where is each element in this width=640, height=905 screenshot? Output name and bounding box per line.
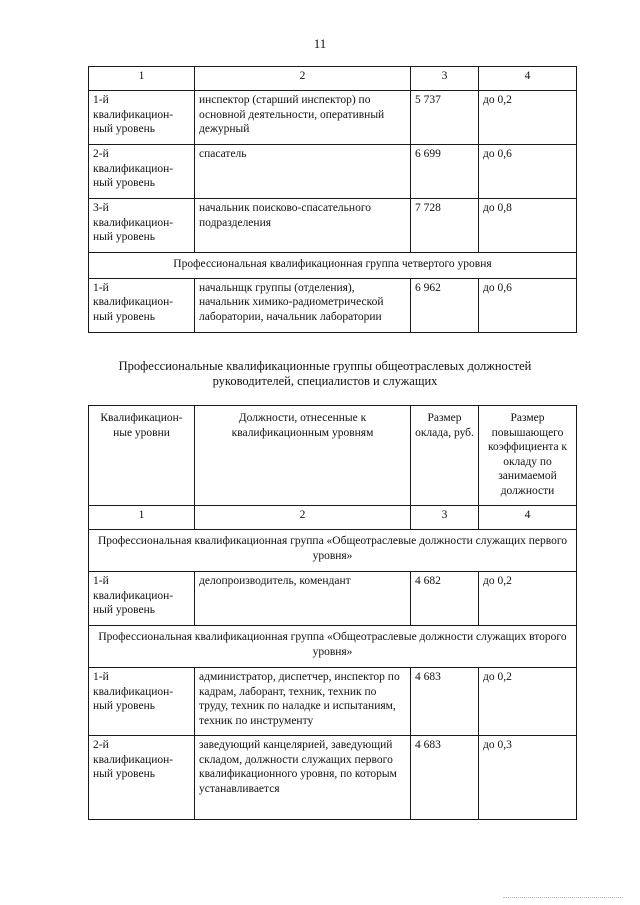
level-cell: 1-й квалификацион-ный уровень <box>89 668 195 736</box>
position-cell: спасатель <box>195 145 411 199</box>
col-number-1: 1 <box>89 506 195 530</box>
group-row <box>89 253 577 279</box>
column-number-row <box>89 67 577 91</box>
position-cell: делопроизводитель, комендант <box>195 572 411 626</box>
header-salary: Размер оклада, руб. <box>411 406 479 506</box>
group-row <box>89 530 577 572</box>
group-title: Профессиональная квалификационная группа «Общеотраслевые должности служащих первого уровня» <box>89 530 577 572</box>
col-number-4: 4 <box>479 506 577 530</box>
coef-cell: до 0,3 <box>479 736 577 820</box>
position-cell: заведующий канцелярией, заведующий складом, должности служащих первого квалификационного уровня, по которым устанавливается <box>195 736 411 820</box>
page-number: 11 <box>313 36 327 51</box>
coef-cell: до 0,2 <box>479 91 577 145</box>
qualification-table-1 <box>88 66 577 333</box>
level-cell: 3-й квалификацион-ный уровень <box>89 199 195 253</box>
table-row <box>89 278 577 332</box>
header-level: Квалификацион-ные уровни <box>89 406 195 506</box>
level-cell: 1-й квалификацион-ный уровень <box>89 91 195 145</box>
qualification-table-2 <box>88 405 577 820</box>
level-cell: 2-й квалификацион-ный уровень <box>89 145 195 199</box>
position-cell: инспектор (старший инспектор) по основной деятельности, оперативный дежурный <box>195 91 411 145</box>
group-title: Профессиональная квалификационная группа «Общеотраслевые должности служащих второго уровня» <box>89 626 577 668</box>
table-row <box>89 91 577 145</box>
table-row <box>89 572 577 626</box>
position-cell: администратор, диспетчер, инспектор по кадрам, лаборант, техник, техник по труду, техник по наладке и испытаниям, техник по инструменту <box>195 668 411 736</box>
salary-cell: 6 962 <box>411 278 479 332</box>
coef-cell: до 0,6 <box>479 278 577 332</box>
scan-mark <box>503 897 623 900</box>
header-row <box>89 406 577 506</box>
salary-cell: 7 728 <box>411 199 479 253</box>
coef-cell: до 0,8 <box>479 199 577 253</box>
table-row <box>89 668 577 736</box>
level-cell: 1-й квалификацион-ный уровень <box>89 572 195 626</box>
level-cell: 2-й квалификацион-ный уровень <box>89 736 195 820</box>
salary-cell: 6 699 <box>411 145 479 199</box>
salary-cell: 4 683 <box>411 668 479 736</box>
coef-cell: до 0,2 <box>479 668 577 736</box>
section-heading: Профессиональные квалификационные группы общеотраслевых должностей руководителей, специалистов и служащих <box>118 359 532 388</box>
position-cell: начальник поисково-спасательного подразделения <box>195 199 411 253</box>
col-number-2: 2 <box>195 67 411 91</box>
header-coef: Размер повышающего коэффициента к окладу по занимаемой должности <box>479 406 577 506</box>
coef-cell: до 0,6 <box>479 145 577 199</box>
group-row <box>89 626 577 668</box>
position-cell: начальнщк группы (отделения), начальник химико-радиометрической лаборатории, начальник лаборатории <box>195 278 411 332</box>
column-number-row <box>89 506 577 530</box>
col-number-3: 3 <box>411 67 479 91</box>
col-number-4: 4 <box>479 67 577 91</box>
table-row <box>89 199 577 253</box>
table-row <box>89 145 577 199</box>
salary-cell: 5 737 <box>411 91 479 145</box>
salary-cell: 4 683 <box>411 736 479 820</box>
header-position: Должности, отнесенные к квалификационным уровням <box>195 406 411 506</box>
salary-cell: 4 682 <box>411 572 479 626</box>
group-title: Профессиональная квалификационная группа четвертого уровня <box>89 253 577 279</box>
coef-cell: до 0,2 <box>479 572 577 626</box>
col-number-1: 1 <box>89 67 195 91</box>
table-row <box>89 736 577 820</box>
col-number-3: 3 <box>411 506 479 530</box>
level-cell: 1-й квалификацион-ный уровень <box>89 278 195 332</box>
col-number-2: 2 <box>195 506 411 530</box>
